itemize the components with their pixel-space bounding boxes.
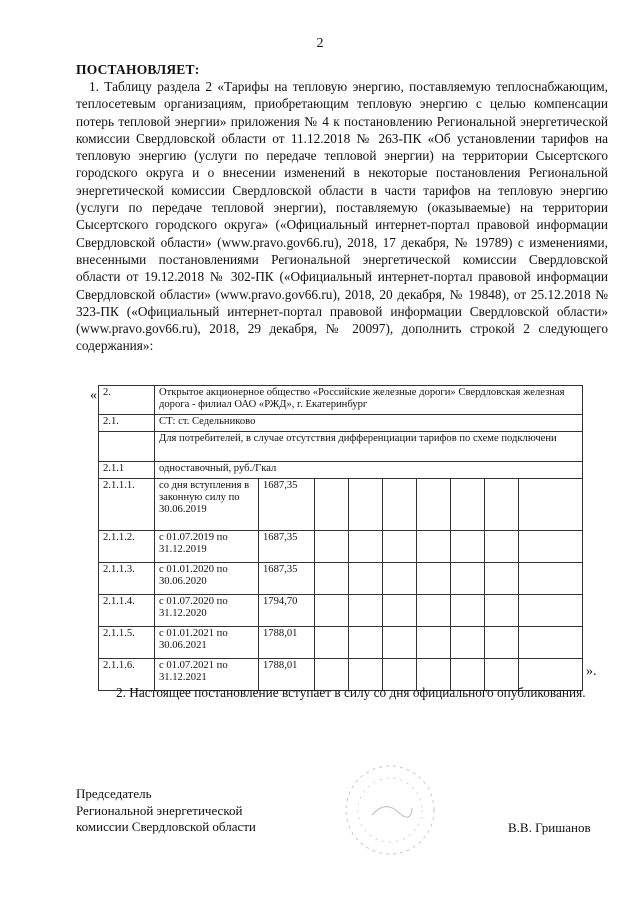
table-row-consumers [99,432,583,462]
consumers-text: Для потребителей, в случае отсутствия дифференциации тарифов по схеме подключени [155,432,583,462]
rate-type-num: 2.1.1 [99,462,155,479]
table-row [99,627,583,659]
row-period: со дня вступления в законную силу по 30.06.2019 [155,479,259,531]
rate-type-text: одноставочный, руб./Гкал [155,462,583,479]
signature-title-line1: Председатель [76,786,152,801]
row-value: 1687,35 [259,531,315,563]
org-num: 2. [99,386,155,415]
signature-title-line3: комиссии Свердловской области [76,819,256,835]
table-row [99,531,583,563]
row-num: 2.1.1.2. [99,531,155,563]
system-num: 2.1. [99,415,155,432]
row-period: с 01.07.2021 по 31.12.2021 [155,659,259,691]
page-number: 2 [316,36,324,51]
row-value: 1687,35 [259,479,315,531]
row-num: 2.1.1.6. [99,659,155,691]
resolution-heading: ПОСТАНОВЛЯЕТ: [76,62,200,77]
table-row-system [99,415,583,432]
row-period: с 01.01.2020 по 30.06.2020 [155,563,259,595]
table-row-rate-type [99,462,583,479]
row-value: 1794,70 [259,595,315,627]
table-row [99,595,583,627]
row-value: 1788,01 [259,659,315,691]
quote-open: « [90,388,97,403]
paragraph-2: 2. Настоящее постановление вступает в силу со дня официального опубликования. [116,685,586,700]
seal-stamp-icon [340,760,440,860]
row-num: 2.1.1.3. [99,563,155,595]
row-period: с 01.01.2021 по 30.06.2021 [155,627,259,659]
paragraph-1: 1. Таблицу раздела 2 «Тарифы на тепловую энергию, поставляемую теплоснабжающим, теплосетевым организациям, приобретающим тепловую энергию с целью компенсации потерь тепловой энергии» приложения № 4 к постановлению Региональной энергетической комиссии Свердловской области от 11.12.2018 № 263-ПК «Об установлении тарифов на тепловую энергию (услуги по передаче тепловой энергии) на территории Сысертского городского округа и о внесении изменений в некоторые постановления Региональной энергетической комиссии Свердловской области в части тарифов на тепловую энергию (услуги по передаче тепловой энергии), поставляемую (оказываемые) на территории Сысертского городского округа» («Официальный интернет-портал правовой информации Свердловской области» (www.pravo.gov66.ru), 2018, 17 декабря, № 19789) с изменениями, внесенными постановлениями Региональной энергетической комиссии Свердловской области от 19.12.2018 № 302-ПК («Официальный интернет-портал правовой информации Свердловской области» (www.pravo.gov66.ru), 2018, 20 декабря, № 19848), от 25.12.2018 № 323-ПК («Официальный интернет-портал правовой информации Свердловской области» (www.pravo.gov66.ru), 2018, 29 декабря, № 20097), дополнить строкой 2 следующего содержания»: [76,79,608,354]
tariff-table [98,385,583,691]
row-value: 1687,35 [259,563,315,595]
row-num: 2.1.1.1. [99,479,155,531]
org-name: Открытое акционерное общество «Российские железные дороги» Свердловская железная дорога - филиал ОАО «РЖД», г. Екатеринбург [155,386,583,415]
system-name: СТ: ст. Седельниково [155,415,583,432]
row-period: с 01.07.2020 по 31.12.2020 [155,595,259,627]
table-row [99,479,583,531]
row-num: 2.1.1.4. [99,595,155,627]
quote-close: ». [586,664,597,679]
row-value: 1788,01 [259,627,315,659]
row-num: 2.1.1.5. [99,627,155,659]
table-row-organization [99,386,583,415]
signature-title-line2: Региональной энергетической [76,802,243,818]
consumers-num [99,432,155,462]
table-row [99,563,583,595]
signatory-name: В.В. Гришанов [508,820,591,835]
row-period: с 01.07.2019 по 31.12.2019 [155,531,259,563]
signature-block [76,786,256,836]
